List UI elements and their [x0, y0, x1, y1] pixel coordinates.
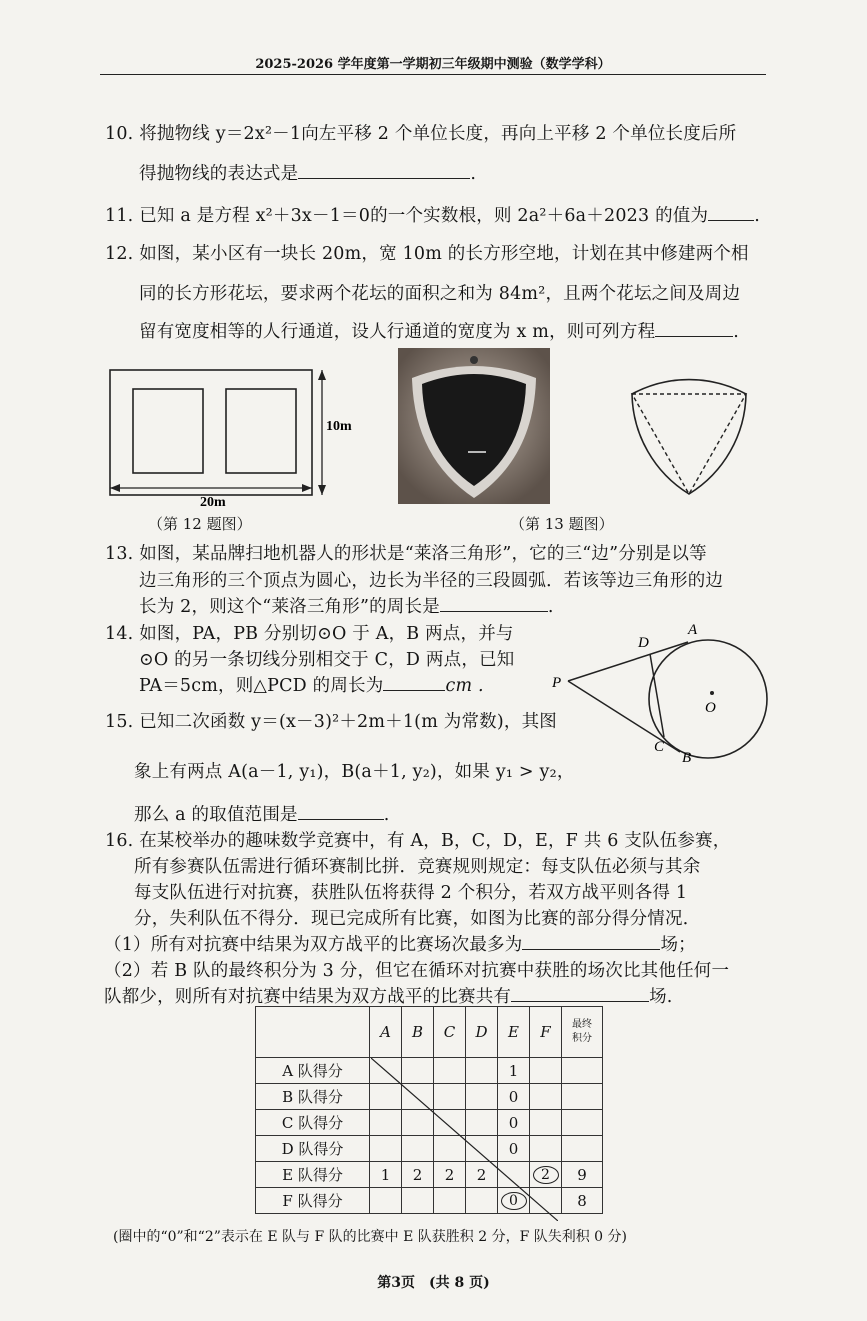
total-cell — [562, 1058, 603, 1084]
q13-end: . — [547, 597, 554, 617]
fig12-caption: （第 12 题图） — [148, 515, 252, 533]
total-cell: 8 — [562, 1188, 603, 1214]
q14-line2: ⊙O 的另一条切线分别相交于 C，D 两点，已知 — [139, 650, 515, 670]
row-label: E 队得分 — [256, 1162, 370, 1188]
figure-14-tangent-diagram — [548, 616, 780, 770]
table-cell: 0 — [498, 1084, 530, 1110]
col-header-total — [562, 1007, 603, 1058]
figure-13-reuleaux-triangle — [624, 358, 754, 500]
q16-part1-text: （1）所有对抗赛中结果为双方战平的比赛场次最多为 — [104, 935, 523, 955]
q10-line2 — [139, 160, 476, 185]
q14-line1: 14. 如图，PA，PB 分别切⊙O 于 A，B 两点，并与 — [105, 624, 514, 644]
q16-line1: 16. 在某校举办的趣味数学竞赛中，有 A，B，C，D，E，F 共 6 支队伍参赛， — [105, 831, 731, 851]
row-label: D 队得分 — [256, 1136, 370, 1162]
table-cell: 2 — [434, 1162, 466, 1188]
q11-line — [105, 202, 760, 227]
q10-text: 得抛物线的表达式是 — [139, 164, 299, 184]
total-cell: 9 — [562, 1162, 603, 1188]
table-cell: 1 — [498, 1058, 530, 1084]
header-rule — [100, 74, 766, 75]
figure-13-robot-photo — [398, 348, 550, 504]
fig14-label-O: O — [705, 700, 716, 716]
table-note: (圈中的“0”和“2”表示在 E 队与 F 队的比赛中 E 队获胜积 2 分，F 队失利积 0 分) — [113, 1229, 627, 1245]
q16-line4: 分，失利队伍不得分．现已完成所有比赛，如图为比赛的部分得分情况． — [134, 909, 701, 929]
q16-part2-end: 场. — [649, 987, 673, 1007]
row-label: C 队得分 — [256, 1110, 370, 1136]
circled-score: 2 — [533, 1166, 559, 1184]
col-header-d: D — [466, 1007, 498, 1058]
fig14-label-A: A — [688, 622, 698, 638]
total-cell — [562, 1110, 603, 1136]
row-label: F 队得分 — [256, 1188, 370, 1214]
q12-text: 留有宽度相等的人行通道，设人行通道的宽度为 x m，则可列方程 — [139, 322, 656, 342]
q12-line1: 12. 如图，某小区有一块长 20m，宽 10m 的长方形空地，计划在其中修建两个相 — [105, 244, 749, 264]
q15-line2: 象上有两点 A(a－1, y₁)，B(a＋1, y₂)，如果 y₁ > y₂， — [134, 762, 575, 782]
q16-part2-blank[interactable] — [511, 987, 649, 1002]
q16-part1-blank[interactable] — [522, 935, 660, 950]
table-cell: 2 — [466, 1162, 498, 1188]
q15-text: 那么 a 的取值范围是 — [134, 805, 298, 825]
q10-answer-blank[interactable] — [298, 164, 470, 179]
q12-answer-blank[interactable] — [655, 322, 733, 337]
row-label: A 队得分 — [256, 1058, 370, 1084]
page-header: 2025-2026 学年度第一学期初三年级期中测验（数学学科） — [255, 57, 611, 72]
q16-part2-text: 队都少，则所有对抗赛中结果为双方战平的比赛共有 — [104, 987, 512, 1007]
q16-part2a: （2）若 B 队的最终积分为 3 分，但它在循环对抗赛中获胜的场次比其他任何一 — [104, 961, 730, 981]
col-header-c: C — [434, 1007, 466, 1058]
q13-line2: 边三角形的三个顶点为圆心，边长为半径的三段圆弧．若该等边三角形的边 — [139, 571, 724, 591]
fig14-label-D: D — [638, 635, 649, 651]
q16-line3: 每支队伍进行对抗赛，获胜队伍将获得 2 个积分，若双方战平则各得 1 — [134, 883, 688, 903]
fig13-caption: （第 13 题图） — [510, 515, 614, 533]
q13-text: 长为 2，则这个“莱洛三角形”的周长是 — [139, 597, 440, 617]
q15-answer-blank[interactable] — [298, 805, 384, 820]
total-cell — [562, 1084, 603, 1110]
q11-text: 11. 已知 a 是方程 x²＋3x－1＝0的一个实数根，则 2a²＋6a＋2023 的值为 — [105, 206, 709, 226]
q13-line1: 13. 如图，某品牌扫地机器人的形状是“莱洛三角形”，它的三“边”分别是以等 — [105, 544, 707, 564]
table-cell: 2 — [402, 1162, 434, 1188]
fig12-height-label: 10m — [326, 419, 352, 434]
row-label: B 队得分 — [256, 1084, 370, 1110]
col-header-a: A — [370, 1007, 402, 1058]
q15-line3 — [134, 801, 390, 826]
q15-line1: 15. 已知二次函数 y＝(x－3)²＋2m＋1(m 为常数)，其图 — [105, 712, 557, 732]
q16-part1 — [104, 931, 696, 956]
table-cell: 1 — [370, 1162, 402, 1188]
q14-answer-blank[interactable] — [383, 676, 445, 691]
q12-end: . — [733, 322, 740, 342]
q13-answer-blank[interactable] — [440, 597, 548, 612]
fig14-label-B: B — [682, 750, 692, 766]
q12-line2: 同的长方形花坛，要求两个花坛的面积之和为 84m²，且两个花坛之间及周边 — [139, 284, 741, 304]
circled-score: 0 — [501, 1192, 527, 1210]
q10-line1: 10. 将抛物线 y＝2x²－1向左平移 2 个单位长度，再向上平移 2 个单位长度后所 — [105, 124, 737, 144]
q16-line2: 所有参赛队伍需进行循环赛制比拼．竞赛规则规定：每支队伍必须与其余 — [134, 857, 701, 877]
q14-unit: cm . — [445, 676, 484, 696]
table-cell: 0 — [498, 1136, 530, 1162]
table-header-row — [256, 1007, 603, 1058]
col-header-e: E — [498, 1007, 530, 1058]
total-cell — [562, 1136, 603, 1162]
q10-end: . — [470, 164, 477, 184]
table-corner-cell — [256, 1007, 370, 1058]
fig12-width-label: 20m — [200, 495, 226, 510]
table-diagonal-line — [371, 1058, 558, 1221]
q15-end: . — [383, 805, 390, 825]
col-header-f: F — [530, 1007, 562, 1058]
col-header-b: B — [402, 1007, 434, 1058]
q16-part2b — [104, 983, 673, 1008]
q11-end: . — [754, 206, 760, 226]
figure-12-diagram — [100, 362, 370, 512]
q14-text: PA＝5cm，则△PCD 的周长为 — [139, 676, 384, 696]
q14-line3 — [139, 672, 484, 697]
total-header-line1: 最终 — [572, 1019, 592, 1030]
q16-part1-end: 场； — [660, 935, 696, 955]
total-header-line2: 积分 — [572, 1033, 592, 1044]
page-footer: 第3页 (共 8 页) — [377, 1275, 490, 1291]
table-cell: 0 — [498, 1110, 530, 1136]
q12-line3 — [139, 318, 739, 343]
q13-line3 — [139, 593, 554, 618]
q11-answer-blank[interactable] — [708, 206, 754, 221]
fig14-label-C: C — [654, 739, 665, 755]
fig14-label-P: P — [552, 675, 562, 691]
